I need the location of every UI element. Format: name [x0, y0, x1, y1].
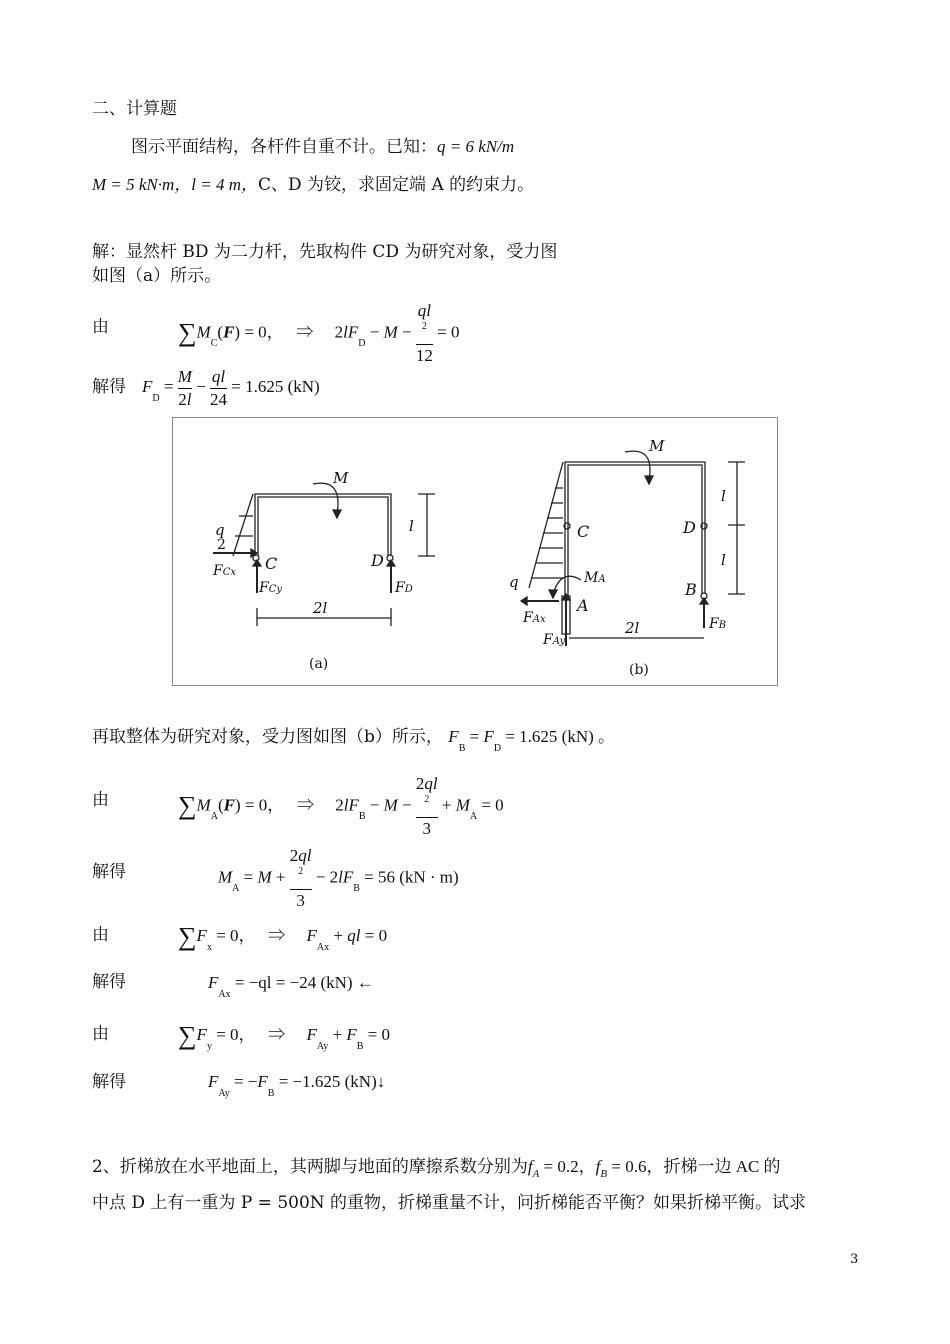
label-fd: FD [395, 580, 413, 596]
label-a-b: A [577, 596, 589, 615]
solution-intro-2: 如图（a）所示。 [92, 266, 222, 286]
problem2-line1: 2、折梯放在水平地面上，其两脚与地面的摩擦系数分别为$f_A = 0.2$，$f_B = 0.6$，折梯一边 AC 的 [92, 1157, 781, 1180]
equation-ma: $M_A = M$ + 2ql 2 3 − $2lF_B = 56$ (kN · m) [218, 846, 459, 910]
caption-b: (b) [629, 662, 649, 678]
label-2l-a: 2l [313, 599, 328, 617]
label-you-3: 由 [92, 925, 109, 945]
hinge-d-a [387, 555, 393, 561]
label-jiede-4: 解得 [92, 1072, 126, 1092]
problem1-line1: 图示平面结构，各杆件自重不计。已知：q = 6 kN/m [131, 137, 515, 157]
label-jiede-1: 解得 [92, 377, 126, 397]
label-q-a: q [215, 521, 225, 539]
label-2-a: 2 [217, 537, 226, 553]
label-d-a: D [371, 551, 384, 570]
label-m-a: M [333, 469, 349, 487]
label-fax: FAx [523, 610, 546, 626]
label-d-b: D [683, 518, 696, 537]
label-m-b: M [649, 437, 665, 455]
equation-moment-a: $\sum M_A(F) = 0$， ⇒ $2lF_B - M$ − 2ql 2 3 + $M_A = 0$ [178, 774, 504, 838]
whole-structure-line: 再取整体为研究对象，受力图如图（b）所示， $F_B = F_D = 1.625$ (kN) 。 [92, 727, 616, 754]
hinge-c-a [253, 555, 259, 561]
problem1-line2: M = 5 kN·m，l = 4 m，C、D 为铰，求固定端 A 的约束力。 [92, 175, 535, 195]
label-you-4: 由 [92, 1024, 109, 1044]
solution-intro-1: 解：显然杆 BD 为二力杆，先取构件 CD 为研究对象，受力图 [92, 242, 558, 262]
label-fcy: FCy [259, 580, 283, 596]
label-l-b2: l [721, 551, 726, 569]
figure-box [172, 417, 778, 686]
equation-fy: $\sum F_y = 0$， ⇒ $F_{Ay} + F_B = 0$ [178, 1021, 390, 1052]
equation-moment-c: $\sum M_C(F) = 0$， ⇒ $2lF_D - M$ − ql 2 12 = 0 [178, 301, 460, 365]
label-fb: FB [709, 616, 727, 632]
label-fay: FAy [543, 632, 566, 648]
equation-fd: $F_D$ = $\frac{M}{2l}$ − $\frac{ql}{24}$ = 1.625 (kN) [142, 366, 320, 409]
label-ma: MA [584, 570, 606, 586]
label-c-a: C [265, 554, 278, 573]
problem2-line2: 中点 D 上有一重为 P = 500N 的重物，折梯重量不计，问折梯能否平衡？如果折梯平衡。试求 [92, 1193, 807, 1213]
label-fcx: FCx [213, 563, 237, 579]
label-you-2: 由 [92, 790, 109, 810]
structure-diagram [173, 418, 777, 685]
label-l-b1: l [721, 487, 726, 505]
page-number: 3 [850, 1252, 859, 1267]
section-title: 二、计算题 [92, 99, 177, 119]
equation-fay: $F_{Ay} = -F_B = -1.625$ (kN)↓ [208, 1072, 386, 1099]
frame-a [255, 494, 391, 556]
label-q-b: q [509, 573, 519, 591]
label-you-1: 由 [92, 317, 109, 337]
caption-a: (a) [309, 656, 329, 672]
label-jiede-2: 解得 [92, 862, 126, 882]
label-c-b: C [577, 522, 590, 541]
label-2l-b: 2l [625, 619, 640, 637]
equation-fax: $F_{Ax} = -ql = -24$ (kN) ← [208, 973, 374, 1000]
equation-fx: $\sum F_x = 0$， ⇒ $F_{Ax}$ + ql = 0 [178, 922, 388, 953]
label-b-b: B [685, 580, 697, 599]
label-jiede-3: 解得 [92, 972, 126, 992]
label-l-a: l [409, 517, 414, 535]
